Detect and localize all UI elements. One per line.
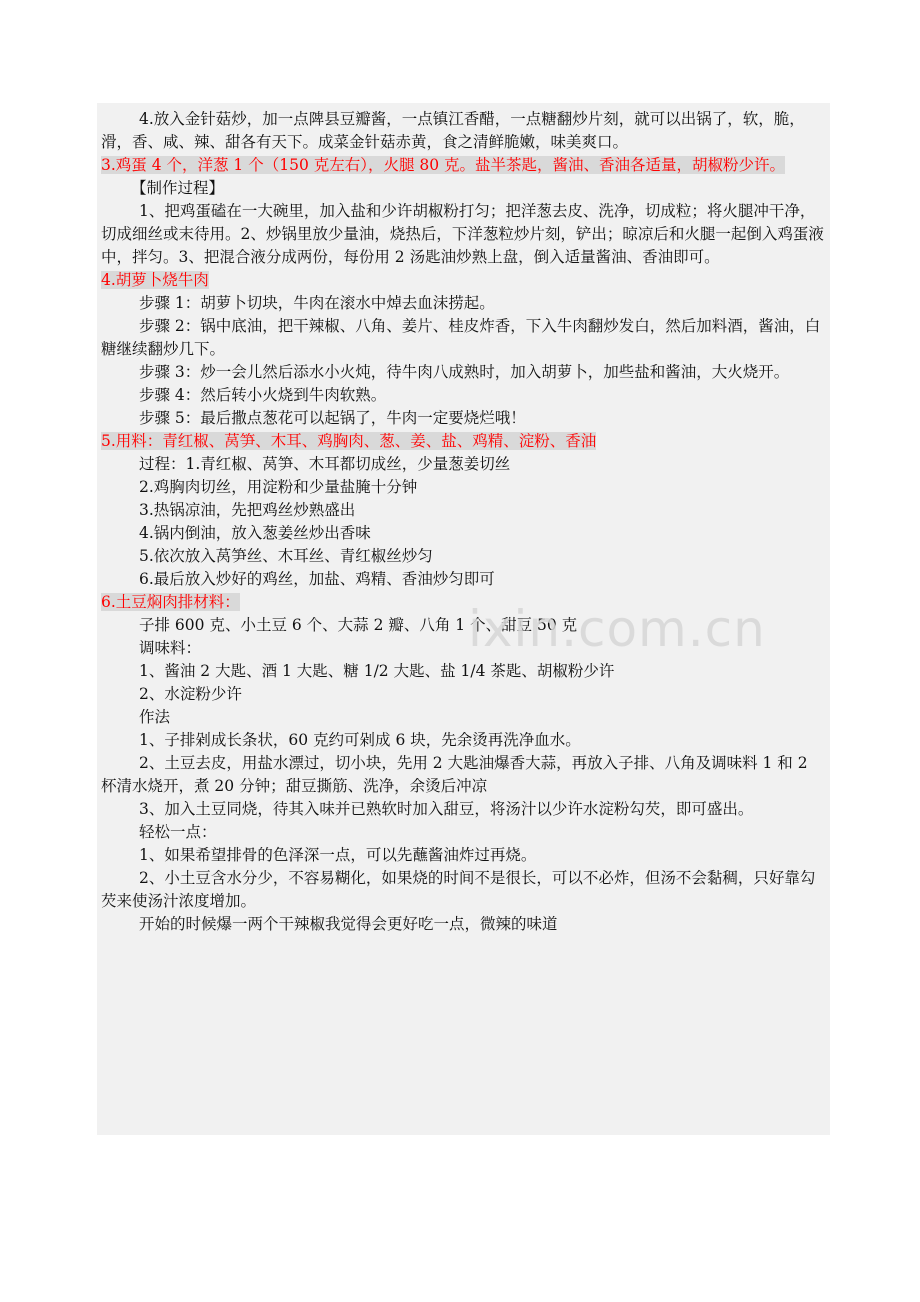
paragraph-step-4: 4.放入金针菇炒，加一点陴县豆瓣酱，一点镇江香醋，一点糖翻炒片刻，就可以出锅了，软，脆，滑，香、咸、辣、甜各有天下。成菜金针菇赤黄，食之清鲜脆嫩，味美爽口。 (101, 110, 805, 151)
step-4: 步骤 4：然后转小火烧到牛肉软熟。 (139, 386, 387, 404)
tip-1: 1、如果希望排骨的色泽深一点，可以先蘸酱油炸过再烧。 (139, 846, 537, 864)
ingredients-line: 子排 600 克、小土豆 6 个、大蒜 2 瓣、八角 1 个、甜豆 50 克 (139, 616, 578, 634)
heading-recipe-3 (101, 154, 827, 177)
tips-label: 轻松一点： (139, 823, 217, 841)
seasoning-2: 2、水淀粉少许 (139, 685, 242, 703)
step-5: 步骤 5：最后撒点葱花可以起锅了，牛肉一定要烧烂哦！ (139, 409, 526, 427)
heading-recipe-4-text: 4.胡萝卜烧牛肉 (101, 271, 209, 289)
heading-recipe-3-text: 3.鸡蛋 4 个，洋葱 1 个（150 克左右），火腿 80 克。盐半茶匙，酱油、香油各适量，胡椒粉少许。 (101, 156, 786, 174)
process-line-3: 3.热锅凉油，先把鸡丝炒熟盛出 (139, 501, 356, 519)
seasoning-1: 1、酱油 2 大匙、酒 1 大匙、糖 1/2 大匙、盐 1/4 茶匙、胡椒粉少许 (139, 662, 615, 680)
process-line-5: 5.依次放入莴笋丝、木耳丝、青红椒丝炒匀 (139, 547, 433, 565)
step-1: 步骤 1：胡萝卜切块，牛肉在滚水中焯去血沫捞起。 (139, 294, 495, 312)
method-step-1: 1、子排剁成长条状，60 克约可剁成 6 块，先余烫再洗净血水。 (139, 731, 581, 749)
tip-2: 2、小土豆含水分少，不容易糊化，如果烧的时间不是很长，可以不必炸，但汤不会黏稠，只好靠勾芡来使汤汁浓度增加。 (101, 869, 816, 910)
process-line-6: 6.最后放入炒好的鸡丝，加盐、鸡精、香油炒匀即可 (139, 570, 495, 588)
heading-recipe-6 (101, 591, 827, 614)
watermark-text: ixin.com.cn (468, 600, 766, 658)
process-line-2: 2.鸡胸肉切丝，用淀粉和少量盐腌十分钟 (139, 478, 418, 496)
process-line-1: 过程：1.青红椒、莴笋、木耳都切成丝，少量葱姜切丝 (139, 455, 511, 473)
step-2: 步骤 2：锅中底油，把干辣椒、八角、姜片、桂皮炸香，下入牛肉翻炒发白，然后加料酒，酱油，白糖继续翻炒几下。 (101, 317, 821, 358)
heading-recipe-6-text: 6.土豆焖肉排材料： (101, 593, 240, 611)
seasoning-label: 调味料： (139, 639, 202, 657)
step-3: 步骤 3：炒一会儿然后添水小火炖，待牛肉八成熟时，加入胡萝卜，加些盐和酱油，大火烧开。 (139, 363, 790, 381)
method-label: 作法 (139, 708, 171, 726)
process-line-4: 4.锅内倒油，放入葱姜丝炒出香味 (139, 524, 371, 542)
heading-recipe-5-text: 5.用料：青红椒、莴笋、木耳、鸡胸肉、葱、姜、盐、鸡精、淀粉、香油 (101, 432, 597, 450)
document-body (101, 108, 827, 936)
method-step-2: 2、土豆去皮，用盐水漂过，切小块，先用 2 大匙油爆香大蒜，再放入子排、八角及调味料 1 和 2 杯清水烧开，煮 20 分钟；甜豆撕筋、洗净，余烫后冲凉 (101, 754, 808, 795)
closing-note: 开始的时候爆一两个干辣椒我觉得会更好吃一点，微辣的味道 (139, 915, 558, 933)
section-title-process: 【制作过程】 (131, 179, 225, 197)
heading-recipe-5 (101, 430, 827, 453)
method-step-3: 3、加入土豆同烧，待其入味并已熟软时加入甜豆，将汤汁以少许水淀粉勾芡，即可盛出。 (139, 800, 754, 818)
paragraph-recipe-3-process: 1、把鸡蛋磕在一大碗里，加入盐和少许胡椒粉打匀；把洋葱去皮、洗净，切成粒；将火腿冲干净，切成细丝或末待用。2、炒锅里放少量油，烧热后，下洋葱粒炒片刻，铲出；晾凉后和火腿一起倒入鸡蛋液中，拌匀。3、把混合液分成两份，每份用 2 汤匙油炒熟上盘，倒入适量酱油、香油即可。 (101, 202, 824, 266)
heading-recipe-4 (101, 269, 827, 292)
